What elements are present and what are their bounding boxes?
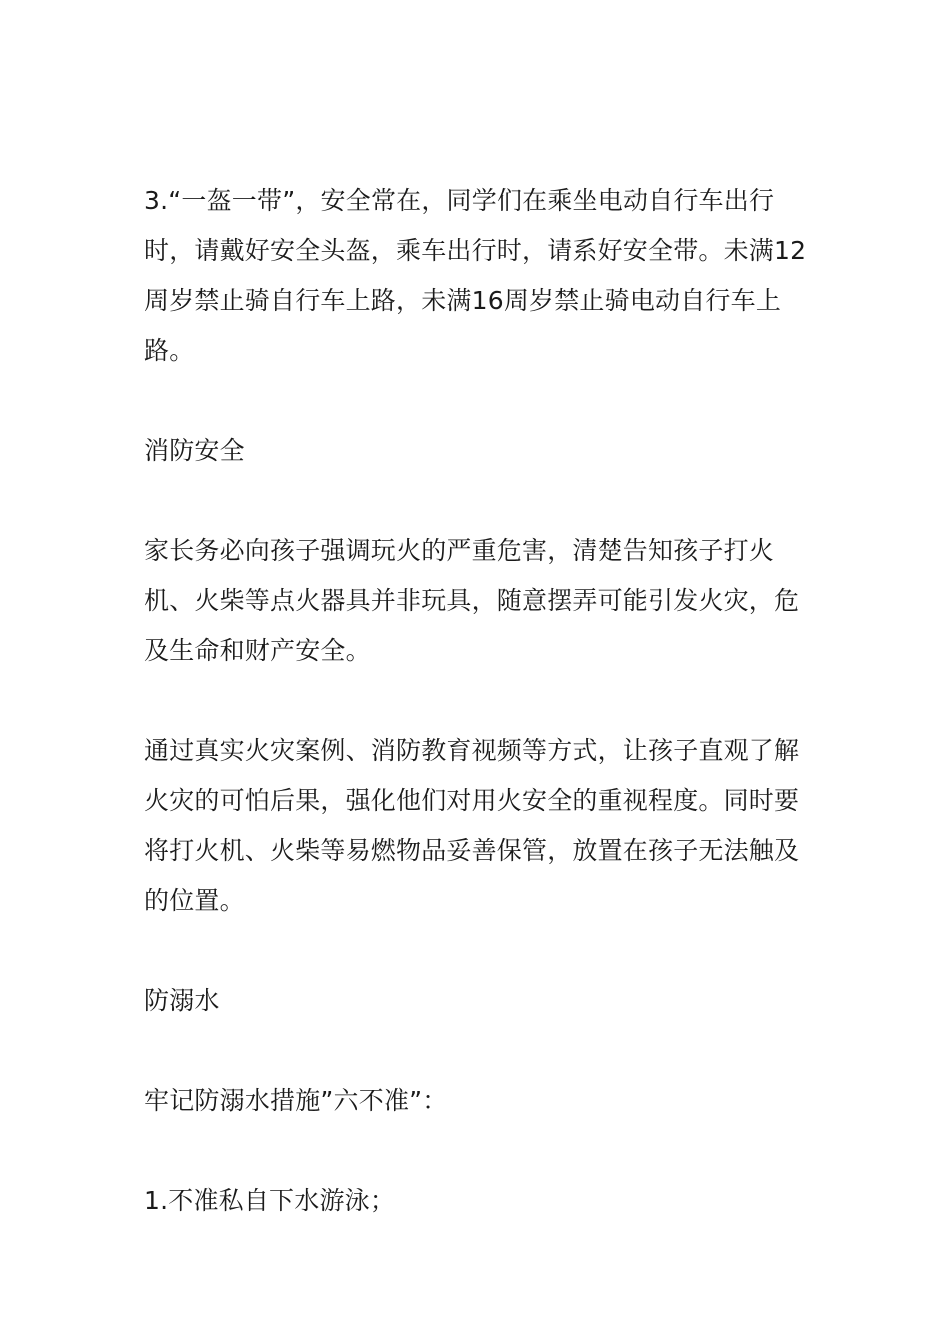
paragraph-six-rules-intro: 牢记防溺水措施”六不准”： [144, 1086, 448, 1115]
list-item-rule-1: 1.不准私自下水游泳； [144, 1186, 396, 1215]
document-body [144, 176, 808, 1276]
heading-drowning-prevention: 防溺水 [144, 986, 220, 1015]
heading-fire-safety: 消防安全 [144, 436, 245, 465]
paragraph-fire-danger: 家长务必向孩子强调玩火的严重危害，清楚告知孩子打火机、火柴等点火器具并非玩具，随意摆弄可能引发火灾，危及生命和财产安全。 [144, 536, 800, 665]
paragraph-helmet-belt: 3.“一盔一带”，安全常在，同学们在乘坐电动自行车出行时，请戴好安全头盔，乘车出行时，请系好安全带。未满12周岁禁止骑自行车上路，未满16周岁禁止骑电动自行车上路。 [144, 186, 807, 365]
paragraph-fire-education: 通过真实火灾案例、消防教育视频等方式，让孩子直观了解火灾的可怕后果，强化他们对用火安全的重视程度。同时要将打火机、火柴等易燃物品妥善保管，放置在孩子无法触及的位置。 [144, 736, 800, 915]
